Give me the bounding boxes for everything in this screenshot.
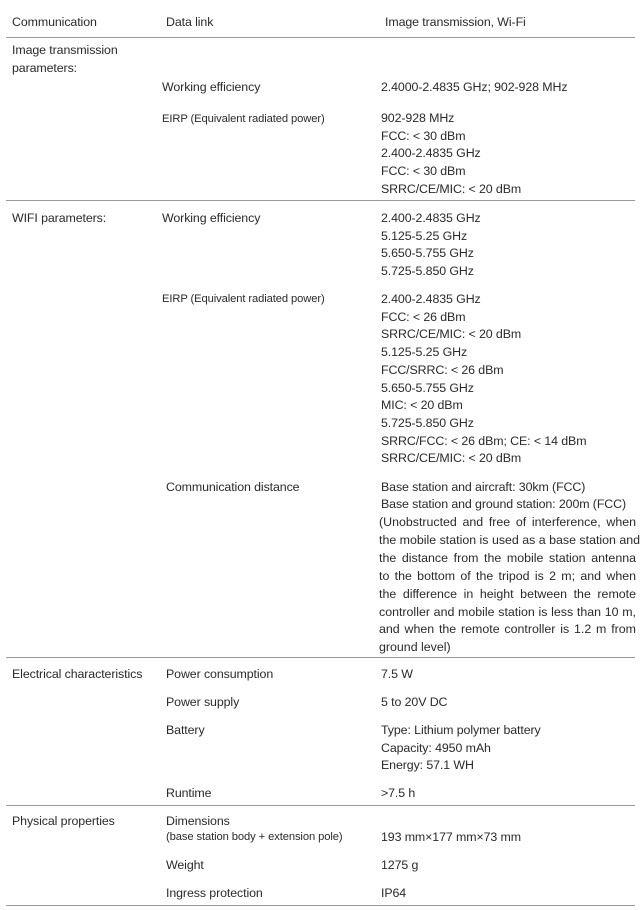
section-title-image-transmission: Image transmission [12,43,118,57]
label-ingress-protection: Ingress protection [166,886,263,900]
header-communication: Communication [12,15,97,29]
value-line: FCC: < 30 dBm [381,128,466,143]
value-line: 2.400-2.4835 GHz [381,146,481,161]
value-battery [381,722,541,775]
value-line: Capacity: 4950 mAh [381,740,491,755]
label-it-eirp: EIRP (Equivalent radiated power) [162,113,325,125]
note-line: and when the remote controller is 1.2 m from [379,622,636,637]
label-power-consumption: Power consumption [166,667,274,681]
value-line: SRRC/CE/MIC: < 20 dBm [381,451,522,466]
value-ingress-protection: IP64 [381,886,407,900]
note-line: the distance from the mobile station antenna [379,550,636,565]
note-line: the difference in height between the remote [379,586,636,601]
value-power-consumption: 7.5 W [381,667,413,681]
label-power-supply: Power supply [166,695,240,709]
label-weight: Weight [166,858,204,872]
value-line: 5.650-5.755 GHz [381,246,474,261]
note-line: controller and mobile station is less than 10 m, [379,604,636,619]
value-wifi-working-efficiency [381,210,481,281]
value-line: FCC: < 26 dBm [381,309,466,324]
label-battery: Battery [166,723,205,737]
label-communication-distance: Communication distance [166,480,300,494]
value-line: 5.725-5.850 GHz [381,264,474,279]
value-line: 902-928 MHz [381,111,455,125]
value-weight: 1275 g [381,858,419,872]
value-line: SRRC/CE/MIC: < 20 dBm [381,327,522,342]
value-line: 5.125-5.25 GHz [381,345,468,360]
value-line: 2.400-2.4835 GHz [381,211,481,225]
value-line: 2.400-2.4835 GHz [381,292,481,306]
value-line: Type: Lithium polymer battery [381,723,541,737]
value-line: FCC/SRRC: < 26 dBm [381,362,504,377]
note-line: the mobile station is used as a base station and [379,532,641,547]
value-it-working-efficiency: 2.4000-2.4835 GHz; 902-928 MHz [381,80,568,94]
label-it-working-efficiency: Working efficiency [162,80,261,94]
value-power-supply: 5 to 20V DC [381,695,448,709]
value-runtime: >7.5 h [381,786,416,800]
value-line: SRRC/FCC: < 26 dBm; CE: < 14 dBm [381,433,587,448]
divider [6,37,635,38]
note-line: (Unobstructed and free of interference, when [379,515,636,529]
label-dimensions: Dimensions [166,814,230,828]
value-line: 5.650-5.755 GHz [381,380,474,395]
value-line: FCC: < 30 dBm [381,164,466,179]
value-distance-note [379,514,641,657]
section-title-wifi: WIFI parameters: [12,211,107,225]
value-line: 5.725-5.850 GHz [381,415,474,430]
divider [6,905,635,906]
value-wifi-eirp [381,291,586,468]
header-data-link: Data link [166,15,214,29]
value-it-eirp [381,110,521,199]
label-wifi-working-efficiency: Working efficiency [162,211,261,225]
label-wifi-eirp: EIRP (Equivalent radiated power) [162,293,325,305]
divider [6,200,635,201]
section-title-physical: Physical properties [12,814,115,828]
value-line: Energy: 57.1 WH [381,758,474,773]
label-runtime: Runtime [166,786,212,800]
label-dimensions-sub: (base station body + extension pole) [166,831,343,843]
section-title-image-transmission-cont: parameters: [12,61,78,75]
note-line: to the bottom of the tripod is 2 m; and when [379,568,636,583]
header-image-wifi: Image transmission, Wi-Fi [385,15,526,29]
value-line: 5.125-5.25 GHz [381,228,468,243]
value-dimensions: 193 mm×177 mm×73 mm [381,830,521,844]
note-line: ground level) [379,640,451,655]
value-line: SRRC/CE/MIC: < 20 dBm [381,181,522,196]
value-distance-aircraft: Base station and aircraft: 30km (FCC) [381,480,586,494]
section-title-electrical: Electrical characteristics [12,667,143,681]
divider [6,805,635,806]
value-line: MIC: < 20 dBm [381,398,463,413]
value-distance-ground: Base station and ground station: 200m (FCC) [381,497,627,511]
divider [6,657,635,658]
